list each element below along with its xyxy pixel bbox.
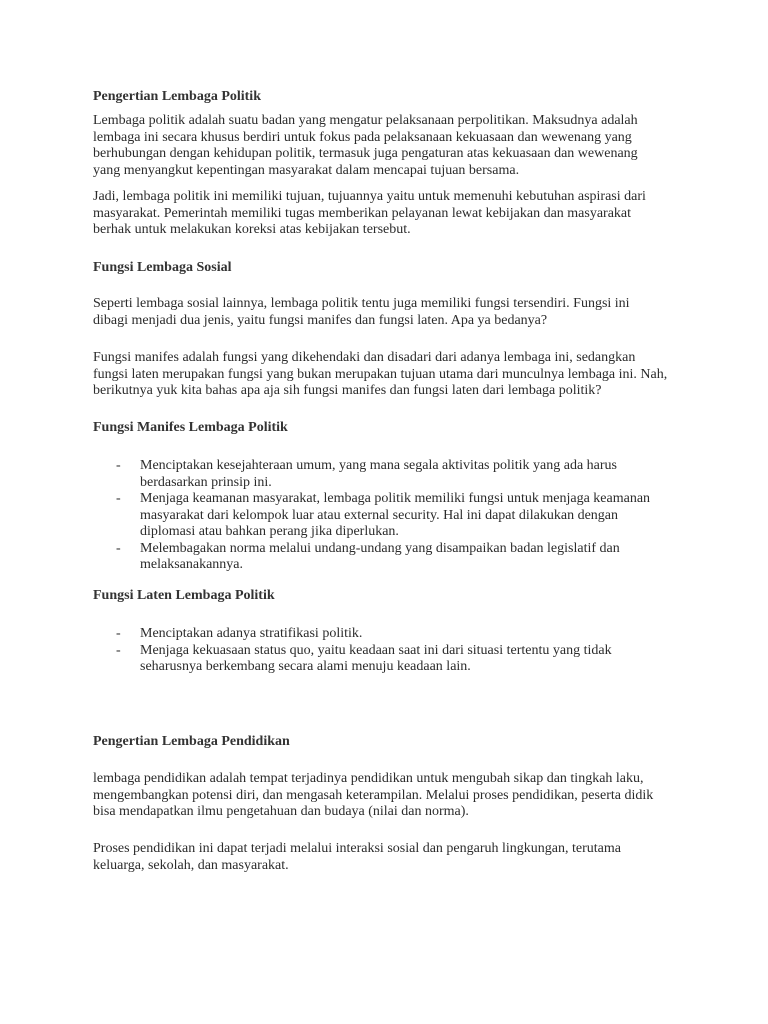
text-line: Menjaga keamanan masyarakat, lembaga politik memiliki fungsi untuk menjaga keamanan [140, 491, 651, 506]
paragraph [93, 296, 693, 329]
paragraph [93, 113, 693, 179]
text-line: lembaga ini secara khusus berdiri untuk fokus pada pelaksanaan kekuasaan dan wewenang yang [93, 129, 632, 145]
text-line: berikutnya yuk kita bahas apa aja sih fungsi manifes dan fungsi laten dari lembaga politik? [93, 383, 602, 398]
bullet-list-laten [0, 626, 768, 676]
text-line: Proses pendidikan ini dapat terjadi melalui interaksi sosial dan pengaruh lingkungan, terutama [93, 841, 621, 856]
text-line: diplomasi atau bahkan perang jika diperlukan. [140, 524, 399, 539]
list-item [0, 643, 768, 676]
text-line: Lembaga politik adalah suatu badan yang mengatur pelaksanaan perpolitikan. Maksudnya adalah [93, 113, 638, 128]
list-item [0, 626, 768, 643]
text-line: dibagi menjadi dua jenis, yaitu fungsi manifes dan fungsi laten. Apa ya bedanya? [93, 312, 548, 328]
text-line: berdasarkan prinsip ini. [140, 474, 272, 490]
text-line: melaksanakannya. [140, 557, 244, 572]
list-item [0, 458, 768, 491]
paragraph [93, 350, 693, 400]
bullet-marker: - [116, 458, 121, 473]
text-line: Jadi, lembaga politik ini memiliki tujuan, tujuannya yaitu untuk memenuhi kebutuhan aspirasi dari [93, 189, 646, 204]
text-line: berhubungan dengan kehidupan politik, termasuk juga pengaturan atas kekuasaan dan wewenang [93, 146, 638, 161]
heading-fungsi-laten-lembaga-politik: Fungsi Laten Lembaga Politik [93, 588, 275, 603]
bullet-marker: - [116, 540, 121, 556]
bullet-marker: - [116, 491, 121, 506]
list-item [0, 491, 768, 541]
text-line: fungsi laten merupakan fungsi yang bukan merupakan tujuan utama dari munculnya lembaga ini. Nah, [93, 366, 668, 382]
heading-fungsi-manifes-lembaga-politik: Fungsi Manifes Lembaga Politik [93, 420, 288, 435]
text-line: seharusnya berkembang secara alami menuju keadaan lain. [140, 659, 471, 674]
text-line: Fungsi manifes adalah fungsi yang dikehendaki dan disadari dari adanya lembaga ini, sedangkan [93, 350, 636, 365]
paragraph [93, 189, 693, 239]
paragraph [93, 771, 693, 821]
bullet-marker: - [116, 626, 121, 641]
heading-pengertian-lembaga-pendidikan: Pengertian Lembaga Pendidikan [93, 734, 290, 749]
list-item [0, 541, 768, 574]
text-line: yang menyangkut kepentingan masyarakat dalam mencapai tujuan bersama. [93, 162, 520, 178]
heading-pengertian-lembaga-politik: Pengertian Lembaga Politik [93, 89, 261, 104]
text-line: Menciptakan adanya stratifikasi politik. [140, 626, 363, 641]
text-line: Seperti lembaga sosial lainnya, lembaga politik tentu juga memiliki fungsi tersendiri. Fungsi ini [93, 296, 630, 311]
text-line: masyarakat dari kelompok luar atau external security. Hal ini dapat dilakukan dengan [140, 507, 619, 523]
text-line: Menciptakan kesejahteraan umum, yang mana segala aktivitas politik yang ada harus [140, 458, 618, 473]
text-line: mengembangkan potensi diri, dan mengasah keterampilan. Melalui proses pendidikan, peserta didik [93, 787, 654, 803]
bullet-marker: - [116, 642, 121, 658]
text-line: masyarakat. Pemerintah memiliki tugas memberikan pelayanan lewat kebijakan dan masyarakat [93, 205, 632, 221]
bullet-list-manifes [0, 458, 768, 574]
text-line: berhak untuk melakukan koreksi atas kebijakan tersebut. [93, 222, 411, 237]
heading-fungsi-lembaga-sosial: Fungsi Lembaga Sosial [93, 260, 232, 275]
paragraph [93, 841, 693, 874]
text-line: keluarga, sekolah, dan masyarakat. [93, 857, 289, 873]
text-line: Melembagakan norma melalui undang-undang yang disampaikan badan legislatif dan [140, 540, 620, 556]
text-line: bisa mendapatkan ilmu pengetahuan dan budaya (nilai dan norma). [93, 804, 469, 819]
text-line: lembaga pendidikan adalah tempat terjadinya pendidikan untuk mengubah sikap dan tingkah laku, [93, 771, 644, 786]
text-line: Menjaga kekuasaan status quo, yaitu keadaan saat ini dari situasi tertentu yang tidak [140, 642, 612, 658]
